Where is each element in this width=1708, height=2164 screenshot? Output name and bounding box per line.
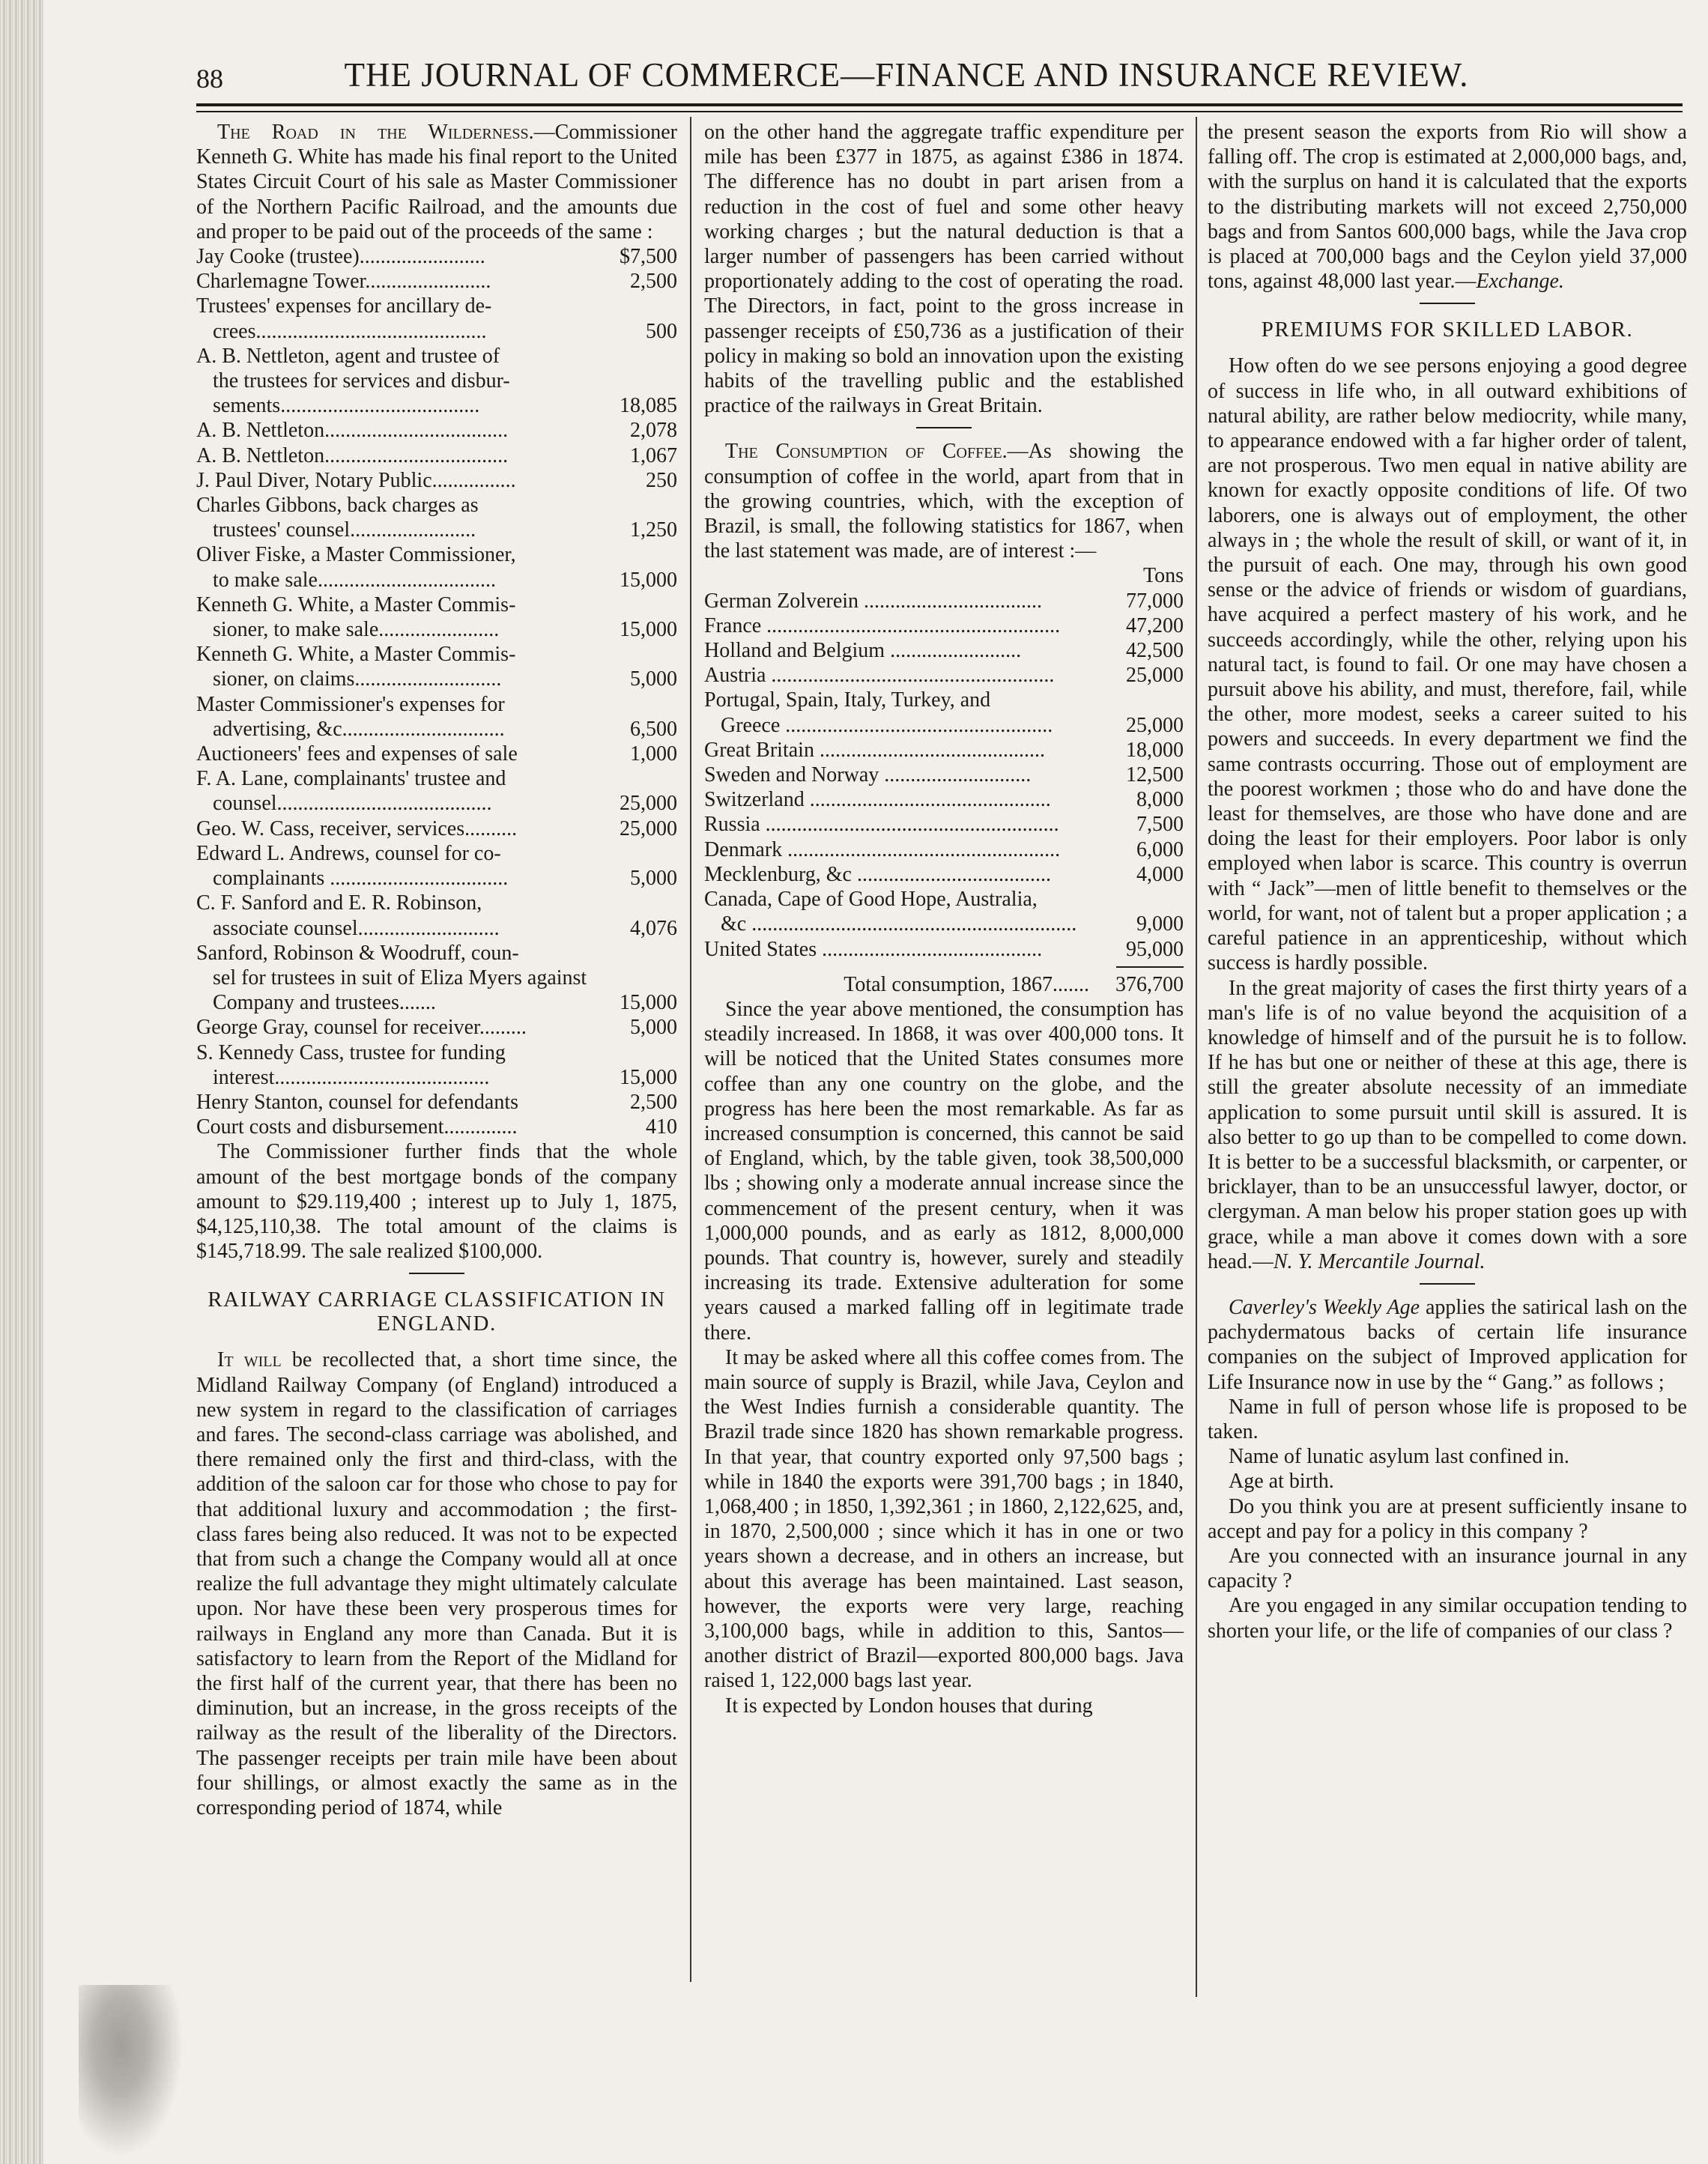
coffee-row-label xyxy=(704,663,1100,688)
ledger-row xyxy=(196,344,677,419)
coffee-total-row xyxy=(704,972,1184,997)
ledger-row-label-continuation: sel for trustees in suit of Eliza Myers against Company and trustees....... xyxy=(213,966,587,1015)
coffee-row xyxy=(704,812,1184,837)
ledger-row-value: 1,067 xyxy=(630,443,677,467)
column-middle xyxy=(704,120,1184,1718)
ledger-row xyxy=(196,941,677,1016)
road-article-intro-text: —Commissioner Kenneth G. White has made his final report to the United States Circuit Court of his sale as Master Commissioner of the Northern Pacific Railroad, and the amounts due and proper to be paid out of the proceeds of the same : xyxy=(196,121,677,243)
coffee-row-label-text: United States .......................................... xyxy=(704,937,1043,961)
ledger-row-value: 15,000 xyxy=(620,991,677,1015)
ledger-row-label xyxy=(196,1040,593,1090)
coffee-row-value: 4,000 xyxy=(1136,862,1184,886)
coffee-table-units: Tons xyxy=(1142,564,1184,588)
ledger-row-label-text: Kenneth G. White, a Master Commis- xyxy=(196,643,516,667)
coffee-row-label xyxy=(704,763,1100,787)
ledger-row-value: 1,000 xyxy=(630,742,677,766)
questionnaire-item: Age at birth. xyxy=(1229,1470,1334,1494)
total-rule xyxy=(1116,966,1184,968)
ledger-row-label-continuation: sioner, to make sale....................... xyxy=(213,618,500,642)
coffee-row xyxy=(704,738,1184,763)
ledger-row-value: 25,000 xyxy=(620,816,677,840)
coffee-row-label-text: Sweden and Norway ............................ xyxy=(704,763,1032,787)
ledger-row-value: 500 xyxy=(646,319,677,343)
ledger-row-value: 4,076 xyxy=(630,916,677,940)
ledger-row xyxy=(196,891,677,940)
ledger-row-value: 15,000 xyxy=(620,1065,677,1089)
ledger-row-label xyxy=(196,269,593,294)
railway-article-body xyxy=(196,1348,677,1820)
ledger-row-label-continuation: counsel......................................... xyxy=(213,792,492,816)
questionnaire-item: Do you think you are at present sufficiently insane to accept and pay for a policy in this company ? xyxy=(1208,1494,1687,1543)
coffee-total-value: 376,700 xyxy=(1115,972,1184,996)
coffee-paragraph: It is expected by London houses that during xyxy=(725,1694,1093,1718)
ledger-row-label-continuation: sioner, on claims............................ xyxy=(213,667,502,691)
ledger-row-label-continuation: interest......................................... xyxy=(213,1065,490,1089)
coffee-row-label-text: Great Britain ........................................... xyxy=(704,738,1045,762)
ledger-row-label xyxy=(196,344,593,419)
ledger-row-value: 5,000 xyxy=(630,867,677,891)
coffee-row xyxy=(704,613,1184,638)
ledger-row-label xyxy=(196,841,593,891)
coffee-source: Exchange. xyxy=(1476,270,1564,294)
section-separator xyxy=(1420,303,1475,304)
coffee-row-label xyxy=(704,837,1100,862)
coffee-row-label xyxy=(704,862,1100,887)
ledger-row-label-text: S. Kennedy Cass, trustee for funding xyxy=(196,1040,506,1064)
coffee-row-label-text: Austria ...................................................... xyxy=(704,664,1055,688)
coffee-row xyxy=(704,937,1184,962)
ledger-row-label-continuation: crees............................................ xyxy=(213,319,487,343)
ledger-row-label-continuation: complainants .................................. xyxy=(213,867,509,891)
railway-article-lead: It will xyxy=(217,1348,282,1372)
ledger-row xyxy=(196,1040,677,1090)
coffee-row-label-text: Holland and Belgium ......................... xyxy=(704,639,1022,663)
coffee-row-label xyxy=(704,738,1100,763)
ledger-row-label xyxy=(196,742,593,766)
ledger-row xyxy=(196,493,677,542)
ledger-row xyxy=(196,642,677,691)
ledger-row-label-continuation: advertising, &c............................... xyxy=(213,717,505,741)
ledger-row-label-text: F. A. Lane, complainants' trustee and xyxy=(196,767,506,791)
ledger-row-value: 18,085 xyxy=(620,394,677,418)
ledger-row-label-text: Charles Gibbons, back charges as xyxy=(196,494,479,518)
ledger-row xyxy=(196,269,677,294)
coffee-row-label xyxy=(704,638,1100,663)
ledger-row-value: 6,500 xyxy=(630,717,677,741)
ledger-row xyxy=(196,766,677,816)
premiums-source: N. Y. Mercantile Journal. xyxy=(1273,1249,1486,1273)
coffee-article-intro-text: —As showing the consumption of coffee in the world, apart from that in the growing countries, which, with the exception of Brazil, is small, the following statistics for 1867, when the last statement was made, are of interest :— xyxy=(704,440,1184,563)
coffee-row-value: 8,000 xyxy=(1136,788,1184,812)
coffee-row-value: 77,000 xyxy=(1126,589,1184,613)
ledger-row-label-text: Edward L. Andrews, counsel for co- xyxy=(196,841,501,865)
coffee-row-label-text: German Zolverein .................................. xyxy=(704,589,1043,613)
ledger-row-label xyxy=(196,244,593,269)
ink-blot xyxy=(79,1985,184,2157)
column-divider xyxy=(690,117,691,1982)
coffee-row-label xyxy=(704,812,1100,837)
railway-article-heading: RAILWAY CARRIAGE CLASSIFICATION IN ENGLAND. xyxy=(208,1288,666,1336)
ledger-row-label-text: C. F. Sanford and E. R. Robinson, xyxy=(196,891,482,915)
ledger-row-value: 1,250 xyxy=(630,518,677,542)
running-title: THE JOURNAL OF COMMERCE—FINANCE AND INSURANCE REVIEW. xyxy=(344,56,1469,94)
ledger-row-label xyxy=(196,294,593,343)
ledger-row-label xyxy=(196,891,593,940)
ledger-row xyxy=(196,816,677,841)
coffee-row xyxy=(704,763,1184,787)
ledger-row-label xyxy=(196,766,593,816)
coffee-row-label-text: Portugal, Spain, Italy, Turkey, and xyxy=(704,688,991,712)
coffee-row xyxy=(704,862,1184,887)
premiums-paragraph: How often do we see persons enjoying a good degree of success in life who, in all outward exhibitions of natural ability, are rather below mediocrity, while many, to appearance endowed with a far higher order of talent, are not prosperous. Two men equal in native ability are known for exactly opposite conditions of life. Of two laborers, one is always out of employment, the other always in ; the whole the result of skill, or want of it, in the pursuit of each. One may, through his own good sense or the advice of friends or wisdom of guardians, have acquired a perfect mastery of his work, and he succeeds accordingly, while the other, relying upon his natural tact, is found to fail. Or one may have chosen a pursuit above his ability, and must, therefore, fail, while the other, more modest, seeks a career suited to his powers and succeeds. In every department we find the same contrasts occurring. Those out of employment are the poorest workmen ; those who do and have done the least for themselves, are those who have done and are doing the least for their employers. Poor labor is only employed when labor is scarce. This country is overrun with “ Jack”—men of little benefit to themselves or the world, for want, not of talent but a proper application ; a careful patience in an apprenticeship, without which success is hardly possible. xyxy=(1208,354,1687,975)
ledger-row xyxy=(196,294,677,343)
ledger-row-label-text: Henry Stanton, counsel for defendants xyxy=(196,1090,518,1114)
coffee-paragraph: It may be asked where all this coffee comes from. The main source of supply is Brazil, while Java, Ceylon and the West Indies furnish a considerable quantity. The Brazil trade since 1820 has shown remarkable progress. In that year, that country exported only 97,500 bags ; while in 1840 the exports were 391,700 bags ; in 1840, 1,068,400 ; in 1850, 1,392,361 ; in 1860, 2,122,625, and, in 1870, 2,500,000 ; since which it has in one or two years shown a decrease, and in others an increase, but about this average has been maintained. Last season, however, the exports were very large, reaching 3,100,000 bags, while in addition to this, Santos—another district of Brazil—exported 800,000 bags. Java raised 1, 122,000 bags last year. xyxy=(704,1345,1184,1693)
coffee-row-label xyxy=(704,937,1100,962)
disbursement-ledger xyxy=(196,244,677,1139)
coffee-row-label-text: Canada, Cape of Good Hope, Australia, xyxy=(704,888,1038,912)
coffee-row-value: 18,000 xyxy=(1126,738,1184,762)
header-rule-thin xyxy=(196,111,1683,112)
ledger-row-label-text: George Gray, counsel for receiver......... xyxy=(196,1016,527,1040)
coffee-row-label-continuation: Greece ................................................... xyxy=(721,713,1053,737)
coffee-row-label xyxy=(704,787,1100,812)
ledger-row-label-continuation: trustees' counsel........................ xyxy=(213,518,476,542)
ledger-row xyxy=(196,1090,677,1115)
coffee-row xyxy=(704,787,1184,812)
ledger-row-value: $7,500 xyxy=(620,245,677,269)
ledger-row xyxy=(196,542,677,592)
road-article-conclusion: The Commissioner further finds that the whole amount of the best mortgage bonds of the company amount to $29.119,400 ; interest up to July 1, 1875, $4,125,110,38. The total amount of the claims is $145,718.99. The sale realized $100,000. xyxy=(196,1140,677,1264)
ledger-row-label-text: Trustees' expenses for ancillary de- xyxy=(196,294,492,318)
coffee-row xyxy=(704,688,1184,737)
ledger-row-label-text: A. B. Nettleton................................... xyxy=(196,443,509,467)
questionnaire-item: Name of lunatic asylum last confined in. xyxy=(1229,1445,1569,1469)
coffee-continued-text: the present season the exports from Rio will show a falling off. The crop is estimated at 2,000,000 bags, and, with the surplus on hand it is calculated that the exports to the distributing markets will not exceed 2,750,000 bags and from Santos 600,000 bags, while the Java crop is placed at 700,000 bags and the Ceylon yield 37,000 tons, against 48,000 last year.— xyxy=(1208,121,1687,294)
coffee-row xyxy=(704,638,1184,663)
ledger-row xyxy=(196,1115,677,1139)
page-number: 88 xyxy=(196,64,223,94)
ledger-row xyxy=(196,244,677,269)
coffee-row-value: 25,000 xyxy=(1126,713,1184,737)
ledger-row xyxy=(196,443,677,468)
ledger-row-label-text: Geo. W. Cass, receiver, services.......... xyxy=(196,816,518,840)
road-article-title: The Road in the Wilderness. xyxy=(217,121,534,144)
column-divider xyxy=(1196,117,1197,1997)
coffee-row xyxy=(704,663,1184,688)
premiums-paragraph-text: In the great majority of cases the first thirty years of a man's life is of no value beyond the acquisition of a knowledge of himself and of the pursuit he is to follow. If he has but one or neither of these at this age, there is still the greater absolute necessity of an immediate application to some pursuit until skill is assured. It is also better to go up than to be compelled to come down. It is better to be a successful blacksmith, or carpenter, or bricklayer, than to be an unsuccessful lawyer, doctor, or clergyman. A man below his proper station goes up with grace, while a man above it comes down with a sore head.— xyxy=(1208,976,1687,1273)
ledger-row-label-text: A. B. Nettleton, agent and trustee of xyxy=(196,344,500,368)
coffee-row-value: 25,000 xyxy=(1126,664,1184,688)
ledger-row-label-text: Court costs and disbursement.............. xyxy=(196,1115,518,1139)
coffee-row-label xyxy=(704,589,1100,613)
ledger-row-label xyxy=(196,418,593,443)
coffee-row xyxy=(704,589,1184,613)
column-left xyxy=(196,120,677,1820)
coffee-row-value: 12,500 xyxy=(1126,763,1184,787)
ledger-row-value: 2,078 xyxy=(630,419,677,443)
ledger-row-label xyxy=(196,941,593,1016)
coffee-article-intro xyxy=(704,439,1184,563)
header-rule-thick xyxy=(196,103,1683,106)
coffee-row-value: 7,500 xyxy=(1136,813,1184,837)
ledger-row-label xyxy=(196,1115,593,1139)
ledger-row-label xyxy=(196,443,593,468)
coffee-row-value: 9,000 xyxy=(1136,912,1184,936)
column-right xyxy=(1208,120,1687,1643)
coffee-total-label: Total consumption, 1867....... xyxy=(844,972,1089,996)
ledger-row-value: 5,000 xyxy=(630,1016,677,1040)
coffee-row-value: 6,000 xyxy=(1136,837,1184,861)
ledger-row-value: 2,500 xyxy=(630,1090,677,1114)
coffee-paragraph: Since the year above mentioned, the consumption has steadily increased. In 1868, it was over 400,000 tons. It will be noticed that the United States consumes more coffee than any one country on the globe, and the progress has here been the most remarkable. As far as increased consumption is concerned, this cannot be said of England, which, by the table given, took 38,500,000 lbs ; showing only a moderate annual increase since the commencement of the present century, when it was 1,000,000 pounds, and as early as 1812, 8,000,000 pounds. That country is, however, surely and steadily increasing its trade. Extensive adulteration for some years caused a marked falling off in legitimate trade there. xyxy=(704,997,1184,1345)
ledger-row-label xyxy=(196,642,593,691)
ledger-row-label-text: Jay Cooke (trustee)........................ xyxy=(196,245,485,269)
ledger-row-label xyxy=(196,493,593,542)
ledger-row-value: 15,000 xyxy=(620,618,677,642)
coffee-row-label xyxy=(704,688,1100,737)
ledger-row xyxy=(196,468,677,493)
coffee-article-title: The Consumption of Coffee. xyxy=(725,440,1008,464)
ledger-row-value: 250 xyxy=(646,468,677,492)
ledger-row-label xyxy=(196,468,593,493)
coffee-row-label xyxy=(704,613,1100,638)
caverley-intro xyxy=(1208,1295,1687,1395)
road-article-intro xyxy=(196,120,677,244)
coffee-consumption-table xyxy=(704,589,1184,962)
coffee-row xyxy=(704,837,1184,862)
ledger-row xyxy=(196,418,677,443)
ledger-row-label-text: Kenneth G. White, a Master Commis- xyxy=(196,592,516,616)
coffee-row xyxy=(704,887,1184,936)
ledger-row xyxy=(196,841,677,891)
coffee-row-label-text: Denmark .................................................... xyxy=(704,837,1061,861)
ledger-row-label-text: Auctioneers' fees and expenses of sale xyxy=(196,742,518,766)
coffee-row-label-text: Switzerland .............................................. xyxy=(704,788,1051,812)
premiums-paragraph xyxy=(1208,976,1687,1274)
railway-article-text: be recollected that, a short time since, the Midland Railway Company (of England) introduced a new system in regard to the classification of carriages and fares. The second-class carriage was abolished, and there remained only the first and third-class, with the addition of the saloon car for those who chose to pay for that additional luxury and accommodation ; the first-class fares being also reduced. It was not to be expected that from such a change the Company would all at once realize the full advantage they might ultimately calculate upon. Nor have these been very prosperous times for railways in England any more than Canada. But it is satisfactory to learn from the Report of the Midland for the first half of the current year, that there has been no diminution, but an increase, in the gross receipts of the railway as the result of the liberality of the Directors. The passenger receipts per train mile have been about four shillings, or almost exactly the same as in the corresponding period of 1874, while xyxy=(196,1348,677,1819)
ledger-row-value: 410 xyxy=(646,1115,677,1139)
ledger-row xyxy=(196,742,677,766)
ledger-row-label-continuation: associate counsel........................... xyxy=(213,916,500,940)
ledger-row xyxy=(196,1015,677,1040)
coffee-article-continued xyxy=(1208,120,1687,294)
ledger-row-label-text: Master Commissioner's expenses for xyxy=(196,692,505,716)
coffee-row-value: 42,500 xyxy=(1126,639,1184,663)
ledger-row-label-text: Oliver Fiske, a Master Commissioner, xyxy=(196,543,516,567)
ledger-row xyxy=(196,592,677,642)
coffee-row-value: 47,200 xyxy=(1126,613,1184,637)
caverley-intro-text: applies the satirical lash on the pachydermatous backs of certain life insurance companies on the subject of Improved application for Life Insurance now in use by the “ Gang.” as follows ; xyxy=(1208,1295,1688,1394)
questionnaire-list xyxy=(1208,1395,1687,1643)
ledger-row-label-text: Sanford, Robinson & Woodruff, coun- xyxy=(196,941,519,965)
coffee-row-value: 95,000 xyxy=(1126,937,1184,961)
ledger-row-value: 15,000 xyxy=(620,568,677,592)
questionnaire-item: Are you engaged in any similar occupation tending to shorten your life, or the life of companies of our class ? xyxy=(1208,1594,1687,1643)
ledger-row-label-continuation: to make sale.................................. xyxy=(213,568,496,592)
coffee-row-label xyxy=(704,887,1100,936)
ledger-row xyxy=(196,692,677,742)
caverley-title: Caverley's Weekly Age xyxy=(1229,1295,1420,1319)
ledger-row-label-text: J. Paul Diver, Notary Public................ xyxy=(196,468,516,492)
questionnaire-item: Name in full of person whose life is proposed to be taken. xyxy=(1208,1395,1687,1443)
ledger-row-label xyxy=(196,592,593,642)
ledger-row-label xyxy=(196,1090,593,1115)
section-separator xyxy=(1420,1283,1475,1285)
coffee-row-label-continuation: &c .............................................................. xyxy=(721,912,1077,936)
ledger-row-label-continuation: the trustees for services and disbur- sements...................................... xyxy=(213,369,510,418)
coffee-row-label-text: France ........................................................ xyxy=(704,613,1061,637)
ledger-row-label-text: Charlemagne Tower........................ xyxy=(196,270,491,294)
section-separator xyxy=(409,1273,464,1274)
ledger-row-label xyxy=(196,692,593,742)
ledger-row-label xyxy=(196,816,593,841)
ledger-row-label-text: A. B. Nettleton................................... xyxy=(196,419,509,443)
ledger-row-value: 5,000 xyxy=(630,667,677,691)
premiums-article-heading: PREMIUMS FOR SKILLED LABOR. xyxy=(1261,318,1634,342)
questionnaire-item: Are you connected with an insurance journal in any capacity ? xyxy=(1208,1544,1687,1593)
ledger-row-value: 2,500 xyxy=(630,270,677,294)
ledger-row-label xyxy=(196,542,593,592)
railway-article-continued: on the other hand the aggregate traffic expenditure per mile has been £377 in 1875, as against £386 in 1874. The difference has no doubt in part arisen from a reduction in the cost of fuel and some other heavy working charges ; but the natural deduction is that a larger number of passengers has been carried without proportionately adding to the cost of operating the road. The Directors, in fact, point to the gross increase in passenger receipts of £50,736 as a justification of their policy in making so bold an innovation upon the existing habits of the travelling public and the established practice of the railways in Great Britain. xyxy=(704,121,1184,418)
ledger-row-value: 25,000 xyxy=(620,792,677,816)
ledger-row-label xyxy=(196,1015,593,1040)
coffee-row-label-text: Mecklenburg, &c ..................................... xyxy=(704,862,1051,886)
page-binding-edge xyxy=(0,0,43,2164)
section-separator xyxy=(916,427,972,428)
coffee-row-label-text: Russia ........................................................ xyxy=(704,813,1059,837)
